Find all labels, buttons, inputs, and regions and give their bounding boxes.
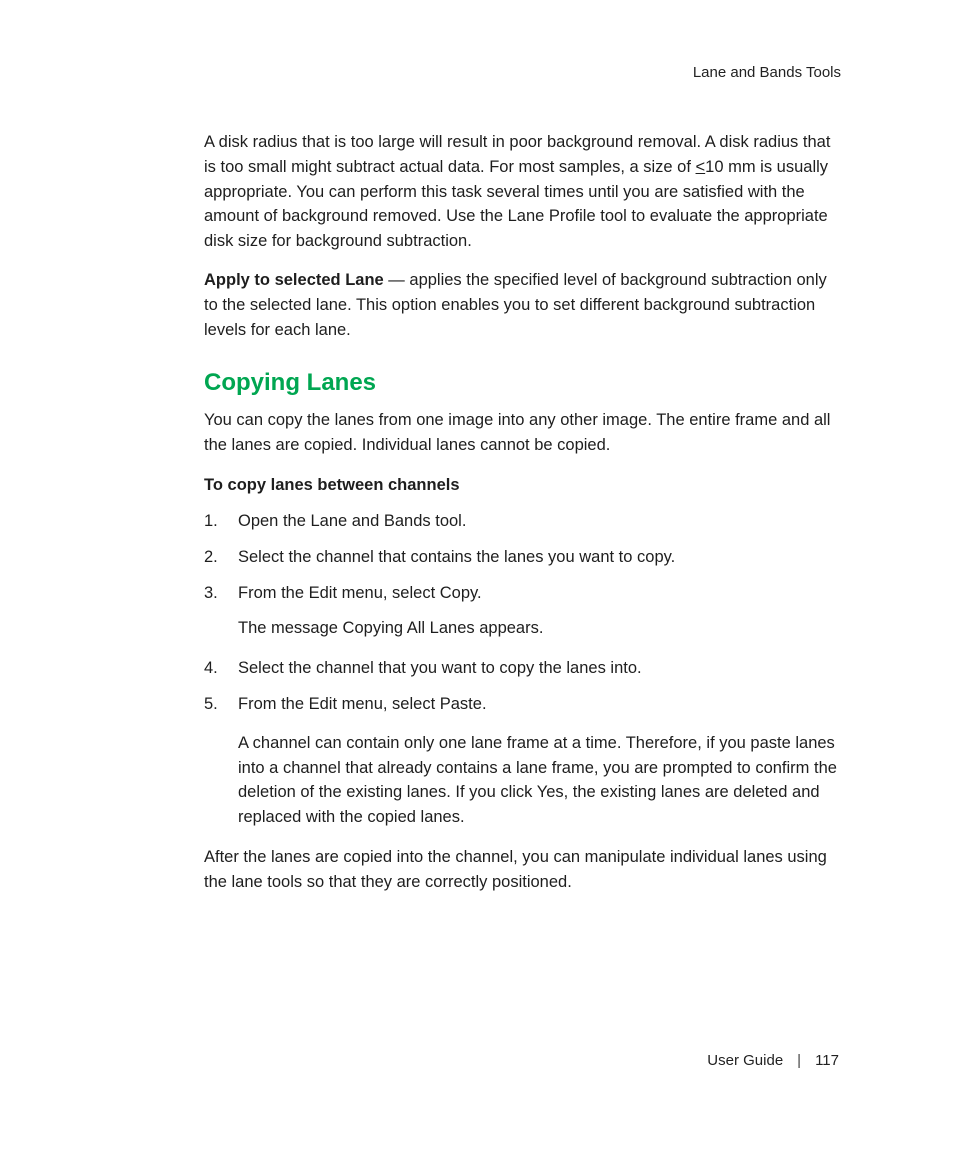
- step-text: Open the Lane and Bands tool.: [238, 511, 467, 530]
- procedure-steps: [204, 509, 840, 605]
- para1-text-end: 10 mm is usually appropriate. You can perform this task several times until you are satisfied with the amount of background removed. Use the Lane Profile tool to evaluate the appropriate disk size for background subtraction.: [204, 157, 829, 251]
- apply-lane-description: — applies the specified level of background subtraction only to the selected lane. This option enables you to set different background subtraction levels for each lane.: [204, 270, 827, 339]
- footer-separator: |: [797, 1052, 802, 1069]
- section-intro: You can copy the lanes from one image into any other image. The entire frame and all the lanes are copied. Individual lanes cannot be copied.: [204, 411, 831, 455]
- step5-note: A channel can contain only one lane frame at a time. Therefore, if you paste lanes into a channel that already contains a lane frame, you are prompted to confirm the deletion of the existing lanes. If you click Yes, the existing lanes are deleted and replaced with the copied lanes.: [238, 733, 837, 827]
- page-number: 117: [815, 1052, 839, 1069]
- step3-note: The message Copying All Lanes appears.: [238, 619, 544, 638]
- less-equal-symbol: <: [695, 157, 706, 176]
- running-header: Lane and Bands Tools: [692, 64, 841, 81]
- step-number: 5.: [204, 694, 218, 713]
- disk-radius-paragraph: [204, 130, 840, 254]
- step-item: [204, 545, 840, 570]
- step-number: 3.: [204, 583, 218, 602]
- step-text: Select the channel that you want to copy the lanes into.: [238, 659, 642, 678]
- step-item: [204, 581, 840, 606]
- step-text: From the Edit menu, select Copy.: [238, 583, 482, 602]
- step-text: From the Edit menu, select Paste.: [238, 694, 487, 713]
- step-number: 4.: [204, 659, 218, 678]
- page-footer: [707, 1052, 839, 1069]
- step-number: 2.: [204, 547, 218, 566]
- step-text: Select the channel that contains the lanes you want to copy.: [238, 547, 676, 566]
- procedure-title: To copy lanes between channels: [204, 475, 460, 494]
- apply-lane-term: Apply to selected Lane: [204, 270, 384, 289]
- para1-text-start: A disk radius that is too large will result in poor background removal. A disk radius that is too small might subtract actual data. For most samples, a size of: [204, 133, 831, 176]
- footer-guide-name: User Guide: [707, 1052, 784, 1069]
- step-item: [204, 692, 840, 717]
- step-item: [204, 656, 840, 681]
- closing-paragraph: After the lanes are copied into the channel, you can manipulate individual lanes using the lane tools so that they are correctly positioned.: [204, 847, 827, 891]
- page-content: [204, 130, 840, 895]
- section-title: Copying Lanes: [204, 369, 377, 397]
- step-number: 1.: [204, 511, 218, 530]
- procedure-steps-continued: [204, 656, 840, 717]
- apply-lane-paragraph: [204, 268, 840, 342]
- step-item: [204, 509, 840, 534]
